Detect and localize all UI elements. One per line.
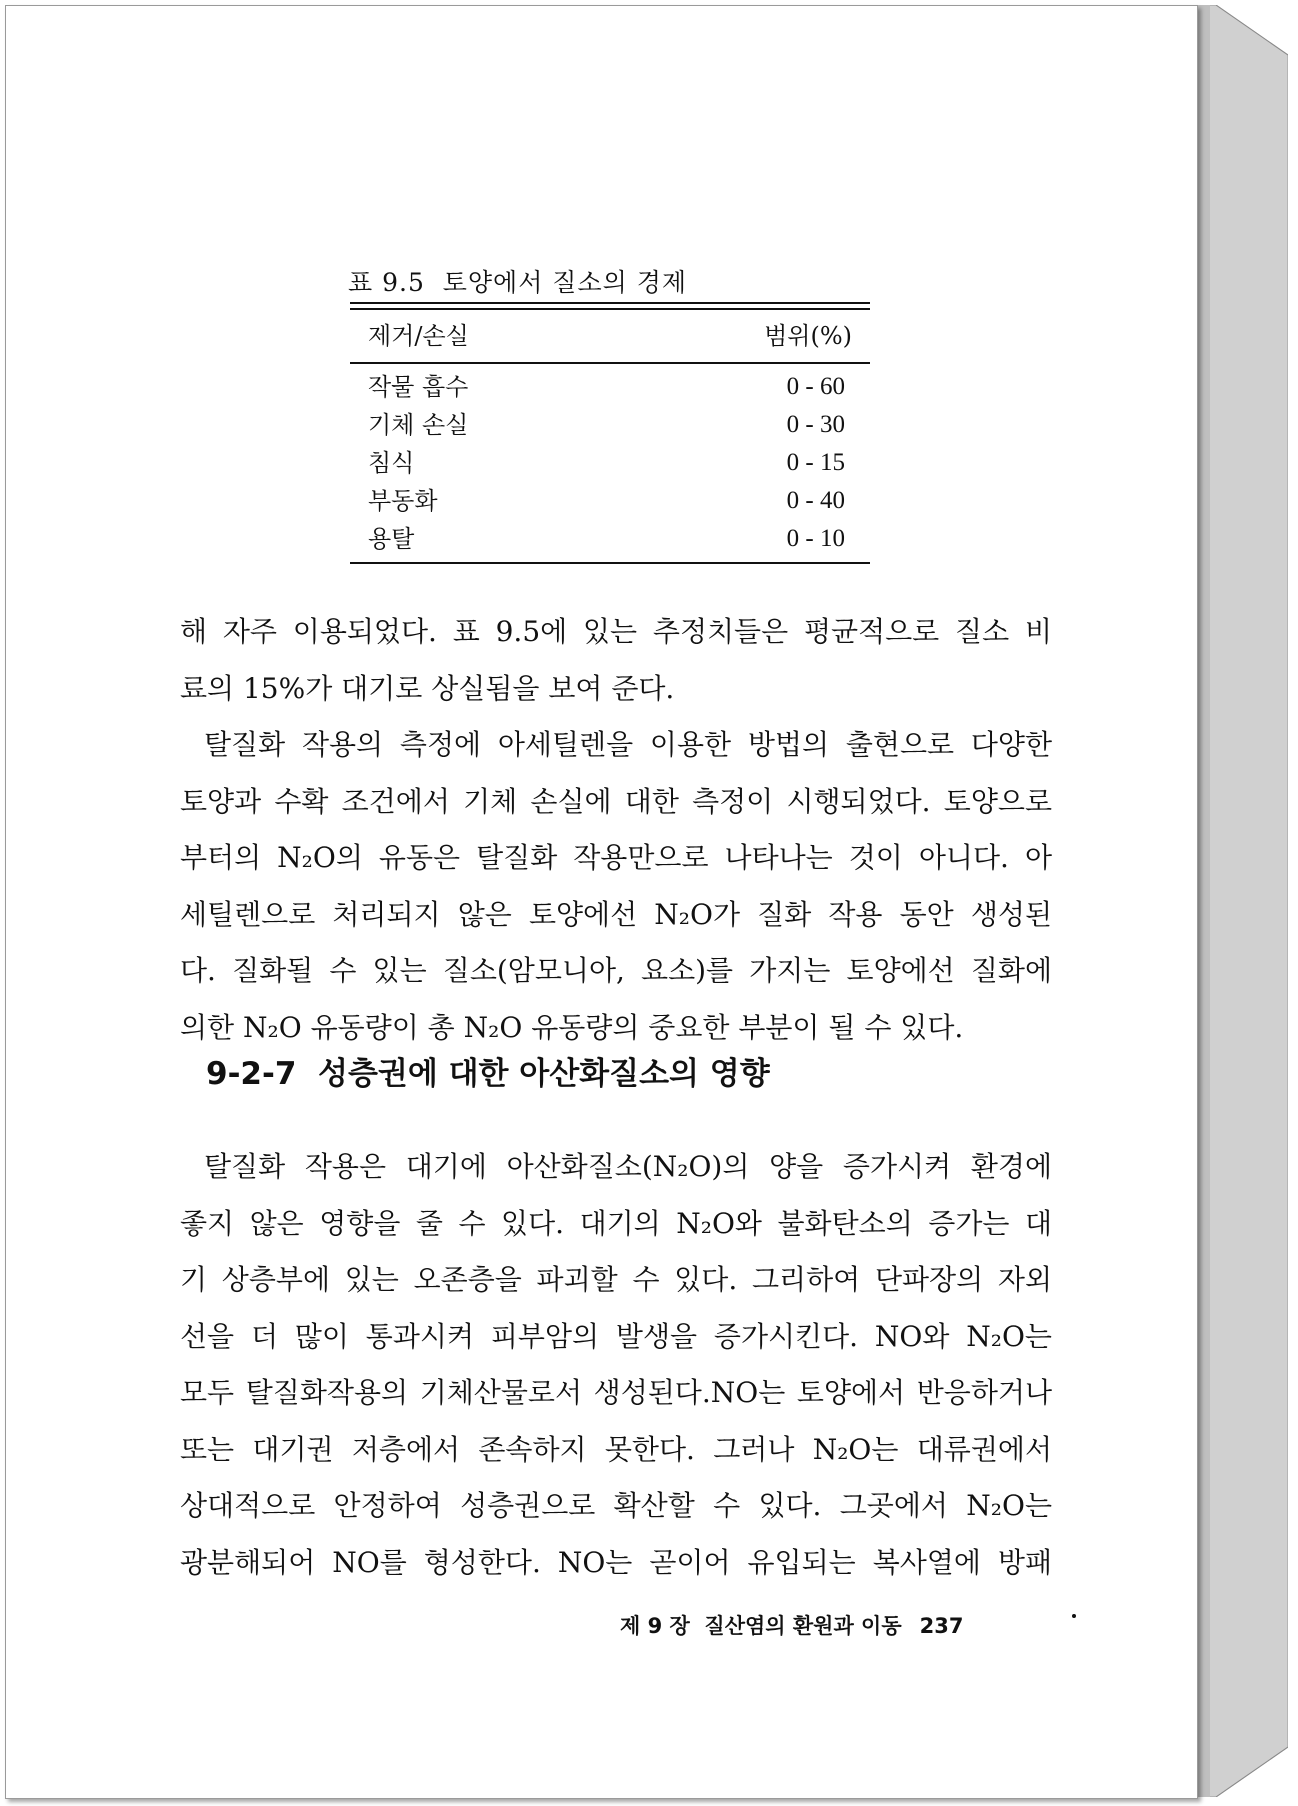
row-label: 침식 [368, 449, 415, 477]
paragraph-2 [180, 717, 1052, 1056]
text-line: 해 자주 이용되었다. 표 9.5에 있는 추정치들은 평균적으로 질소 비 [180, 615, 1052, 648]
row-range: 0 - 40 [786, 487, 845, 514]
row-range: 0 - 15 [786, 449, 845, 476]
section-heading: 9-2-7 성층권에 대한 아산화질소의 영향 [206, 1056, 770, 1092]
text-line: 부터의 N₂O의 유동은 탈질화 작용만으로 나타나는 것이 아니다. 아 [180, 841, 1052, 874]
text-line: 광분해되어 NO를 형성한다. NO는 곧이어 유입되는 복사열에 방패 [180, 1545, 1052, 1579]
table-row [350, 520, 870, 558]
row-label: 용탈 [368, 525, 415, 553]
text-line: 또는 대기권 저층에서 존속하지 못한다. 그러나 N₂O는 대류권에서 [180, 1432, 1052, 1466]
table-row [350, 368, 870, 406]
table-row [350, 482, 870, 520]
page-footer [620, 1610, 963, 1640]
table-top-rule [350, 302, 870, 310]
row-label: 부동화 [368, 487, 438, 515]
row-label: 기체 손실 [368, 411, 469, 439]
row-range: 0 - 30 [786, 411, 845, 438]
text-line: 선을 더 많이 통과시켜 피부암의 발생을 증가시킨다. NO와 N₂O는 [180, 1319, 1052, 1353]
table-row [350, 406, 870, 444]
table-header-row [350, 310, 870, 362]
paragraph-3 [180, 1139, 1052, 1591]
row-range: 0 - 60 [786, 373, 845, 400]
table-bottom-rule [350, 562, 870, 564]
text-line: 모두 탈질화작용의 기체산물로서 생성된다.NO는 토양에서 반응하거나 [180, 1376, 1052, 1409]
footer-dot-mark [1072, 1614, 1076, 1618]
text-line: 상대적으로 안정하여 성층권으로 확산할 수 있다. 그곳에서 N₂O는 [180, 1489, 1052, 1522]
text-line: 의한 N₂O 유동량이 총 N₂O 유동량의 중요한 부분이 될 수 있다. [180, 1010, 964, 1044]
text-line: 기 상층부에 있는 오존층을 파괴할 수 있다. 그리하여 단파장의 자외 [180, 1263, 1052, 1296]
chapter-title: 제 9 장 질산염의 환원과 이동 [620, 1614, 902, 1638]
text-line: 료의 15%가 대기로 상실됨을 보여 준다. [180, 671, 675, 705]
row-label: 작물 흡수 [368, 373, 469, 401]
nitrogen-economy-table [350, 302, 870, 564]
page-number: 237 [919, 1614, 964, 1638]
text-line: 다. 질화될 수 있는 질소(암모니아, 요소)를 가지는 토양에선 질화에 [180, 954, 1052, 987]
paragraph-1 [180, 604, 1052, 717]
text-line: 토양과 수확 조건에서 기체 손실에 대한 측정이 시행되었다. 토양으로 [180, 784, 1052, 818]
table-row [350, 444, 870, 482]
text-line: 좋지 않은 영향을 줄 수 있다. 대기의 N₂O와 불화탄소의 증가는 대 [180, 1206, 1052, 1240]
column-header-range: 범위(%) [764, 322, 852, 350]
text-line: 탈질화 작용은 대기에 아산화질소(N₂O)의 양을 증가시켜 환경에 [204, 1150, 1052, 1183]
column-header-removal: 제거/손실 [368, 322, 469, 350]
table-caption: 표 9.5 토양에서 질소의 경제 [348, 268, 687, 297]
text-line: 세틸렌으로 처리되지 않은 토양에선 N₂O가 질화 작용 동안 생성된 [180, 897, 1052, 931]
page-edge-decoration [1196, 5, 1288, 1797]
row-range: 0 - 10 [786, 525, 845, 552]
text-line: 탈질화 작용의 측정에 아세틸렌을 이용한 방법의 출현으로 다양한 [204, 728, 1052, 761]
